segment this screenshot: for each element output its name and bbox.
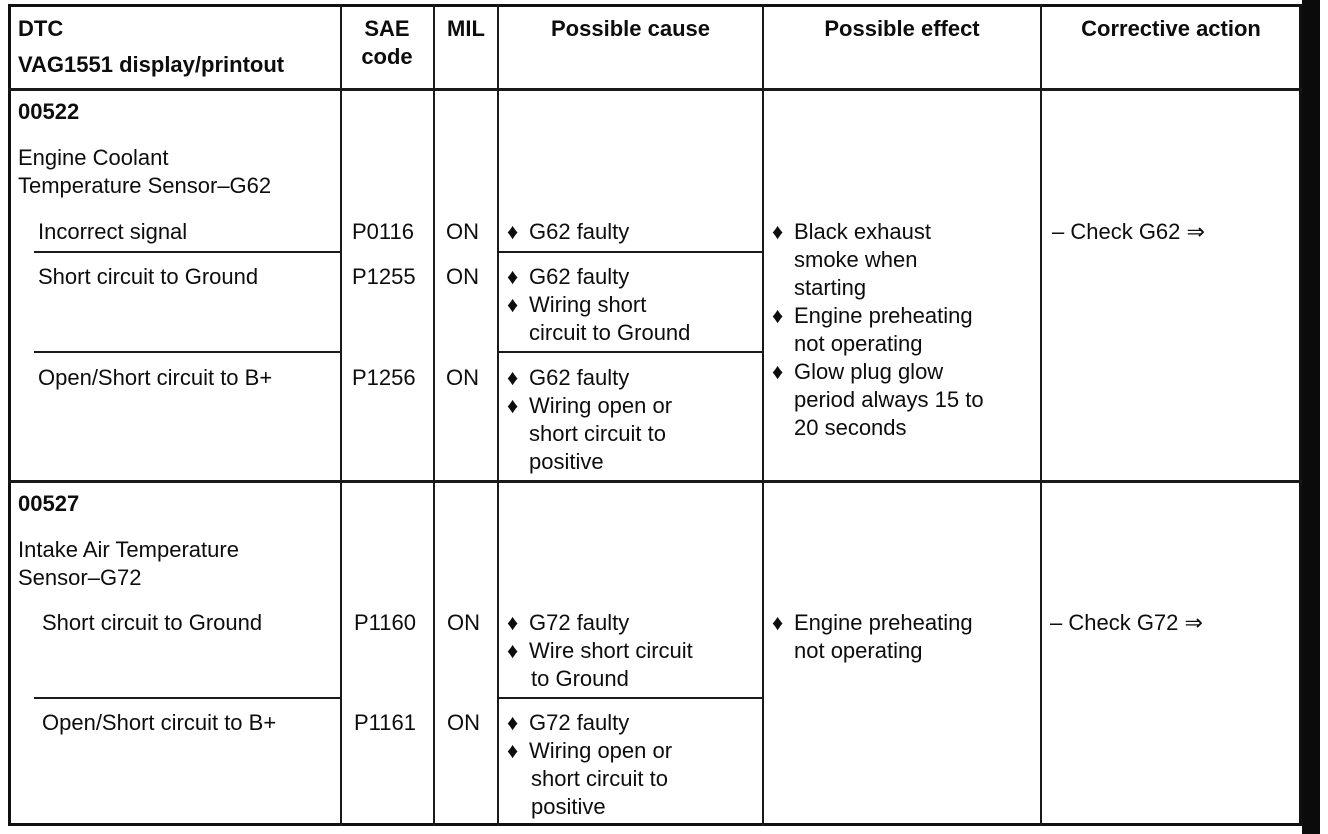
bullet-diamond-icon: ♦ (507, 638, 519, 663)
mil-status: ON (447, 710, 480, 735)
header-mil: MIL (447, 16, 485, 41)
cause-item: ♦ G62 faulty (507, 219, 630, 244)
mil-status: ON (446, 264, 479, 289)
corrective-action: – Check G62 ⇒ (1052, 219, 1205, 244)
fault-text: Open/Short circuit to B+ (42, 710, 277, 735)
cause-item: ♦ Wiring open or (507, 738, 673, 763)
sae-code: P1161 (354, 710, 416, 735)
bullet-diamond-icon: ♦ (772, 219, 784, 244)
row-rule-dtc (34, 697, 340, 699)
component-name: Sensor–G72 (18, 565, 142, 590)
cause-item: ♦ Wiring short (507, 292, 647, 317)
effect-item: ♦ Engine preheating (772, 610, 973, 635)
col-divider-action (1040, 4, 1042, 826)
effect-item: ♦ Black exhaust (772, 219, 931, 244)
effect-continuation: not operating (794, 638, 923, 663)
bullet-diamond-icon: ♦ (507, 219, 519, 244)
mil-status: ON (447, 610, 480, 635)
col-divider-effect (762, 4, 764, 826)
bullet-diamond-icon: ♦ (507, 710, 519, 735)
cause-continuation: positive (529, 449, 604, 474)
fault-text: Incorrect signal (38, 219, 188, 244)
header-cause: Possible cause (551, 16, 710, 41)
header-dtc-display: VAG1551 display/printout (18, 52, 285, 77)
row-rule-cause (497, 697, 762, 699)
sae-code: P1256 (352, 365, 416, 390)
effect-continuation: 20 seconds (794, 415, 907, 440)
sae-code: P1160 (354, 610, 416, 635)
cause-continuation: short circuit to (529, 421, 666, 446)
mil-status: ON (446, 219, 479, 244)
row-rule-dtc (34, 251, 340, 253)
header-effect: Possible effect (824, 16, 980, 41)
cause-continuation: positive (531, 794, 606, 819)
col-divider-sae (340, 4, 342, 826)
cause-continuation: to Ground (531, 666, 629, 691)
row-rule-cause (497, 251, 762, 253)
cause-continuation: short circuit to (531, 766, 668, 791)
col-divider-cause (497, 4, 499, 826)
header-sae: SAE (364, 16, 410, 41)
effect-continuation: period always 15 to (794, 387, 984, 412)
header-rule (8, 88, 1302, 91)
bullet-diamond-icon: ♦ (772, 359, 784, 384)
bullet-diamond-icon: ♦ (507, 365, 519, 390)
component-name: Engine Coolant (18, 145, 169, 170)
fault-text: Short circuit to Ground (38, 264, 259, 289)
header-dtc: DTC (18, 16, 64, 41)
bullet-diamond-icon: ♦ (507, 264, 519, 289)
header-sae-code: code (361, 44, 413, 69)
dtc-code: 00522 (18, 99, 80, 124)
cause-item: ♦ Wiring open or (507, 393, 673, 418)
page-edge-bar (1302, 0, 1320, 834)
bullet-diamond-icon: ♦ (772, 303, 784, 328)
cause-item: ♦ G72 faulty (507, 610, 630, 635)
component-name: Intake Air Temperature (18, 537, 239, 562)
fault-text: Open/Short circuit to B+ (38, 365, 273, 390)
effect-item: ♦ Glow plug glow (772, 359, 944, 384)
cause-item: ♦ G72 faulty (507, 710, 630, 735)
bullet-diamond-icon: ♦ (507, 738, 519, 763)
cause-item: ♦ G62 faulty (507, 264, 630, 289)
sae-code: P1255 (352, 264, 416, 289)
effect-continuation: smoke when (794, 247, 918, 272)
fault-text: Short circuit to Ground (42, 610, 263, 635)
row-rule-cause (497, 351, 762, 353)
component-name: Temperature Sensor–G62 (18, 173, 272, 198)
row-rule-dtc (34, 351, 340, 353)
header-action: Corrective action (1081, 16, 1261, 41)
effect-continuation: not operating (794, 331, 923, 356)
cause-item: ♦ Wire short circuit (507, 638, 693, 663)
dtc-code: 00527 (18, 491, 80, 516)
sae-code: P0116 (352, 219, 414, 244)
cause-item: ♦ G62 faulty (507, 365, 630, 390)
col-divider-mil (433, 4, 435, 826)
effect-continuation: starting (794, 275, 867, 300)
group-rule (8, 480, 1302, 483)
mil-status: ON (446, 365, 479, 390)
bullet-diamond-icon: ♦ (772, 610, 784, 635)
bullet-diamond-icon: ♦ (507, 393, 519, 418)
cause-continuation: circuit to Ground (529, 320, 691, 345)
effect-item: ♦ Engine preheating (772, 303, 973, 328)
bullet-diamond-icon: ♦ (507, 292, 519, 317)
corrective-action: – Check G72 ⇒ (1050, 610, 1203, 635)
bullet-diamond-icon: ♦ (507, 610, 519, 635)
